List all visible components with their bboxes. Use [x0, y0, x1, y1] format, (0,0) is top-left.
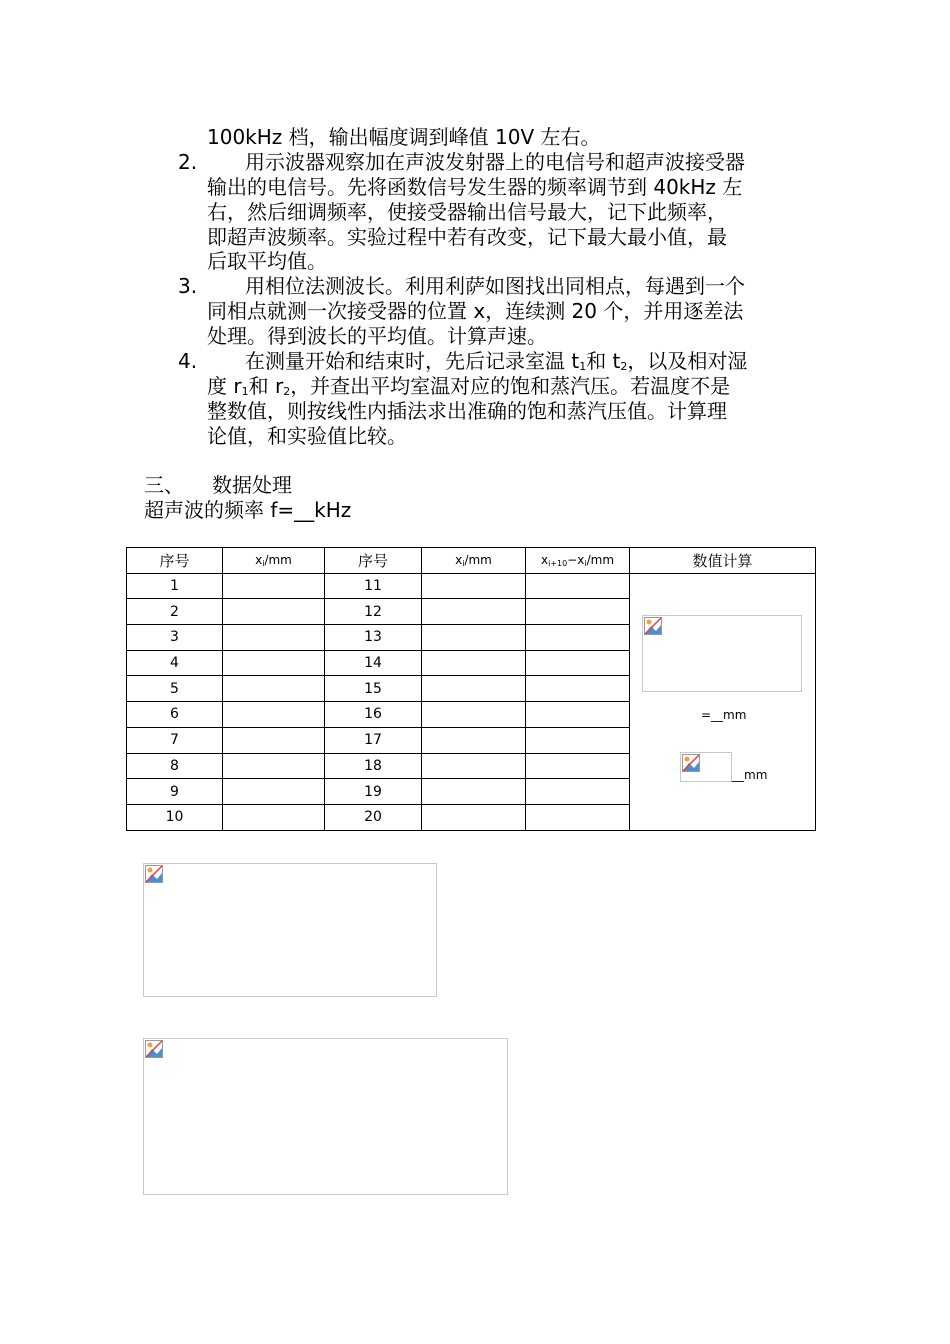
xi-cell[interactable]	[422, 599, 526, 625]
diff-cell[interactable]	[526, 676, 630, 702]
diff-cell[interactable]	[526, 650, 630, 676]
xi-cell[interactable]	[223, 573, 325, 599]
xi-cell[interactable]	[422, 650, 526, 676]
header-difference: xi+10−xi/mm	[526, 548, 630, 574]
table-row	[127, 573, 816, 599]
seq-cell: 13	[325, 625, 422, 651]
diff-cell[interactable]	[526, 779, 630, 805]
xi-cell[interactable]	[422, 573, 526, 599]
step-3-line-2: 同相点就测一次接受器的位置 x，连续测 20 个，并用逐差法	[207, 299, 744, 323]
table-header-row	[127, 548, 816, 574]
diff-cell[interactable]	[526, 753, 630, 779]
step-4-line-2: 度 r1和 r2，并查出平均室温对应的饱和蒸汽压。若温度不是	[207, 374, 731, 398]
xi-cell[interactable]	[422, 779, 526, 805]
header-seq-1: 序号	[127, 548, 223, 574]
header-xi-2: xi/mm	[422, 548, 526, 574]
step-4-line-1: 在测量开始和结束时，先后记录室温 t1和 t2，以及相对湿	[245, 349, 748, 373]
step-4-line-3: 整数值，则按线性内插法求出准确的饱和蒸汽压值。计算理	[207, 399, 727, 423]
step-3-line-3: 处理。得到波长的平均值。计算声速。	[207, 324, 547, 348]
diff-cell[interactable]	[526, 625, 630, 651]
formula-image-1	[642, 615, 802, 692]
xi-cell[interactable]	[223, 599, 325, 625]
seq-cell: 4	[127, 650, 223, 676]
broken-image-icon	[145, 865, 163, 883]
seq-cell: 12	[325, 599, 422, 625]
xi-cell[interactable]	[223, 779, 325, 805]
xi-cell[interactable]	[223, 650, 325, 676]
step-2-line-2: 输出的电信号。先将函数信号发生器的频率调节到 40kHz 左	[207, 175, 743, 199]
xi-cell[interactable]	[223, 625, 325, 651]
step-2-line-4: 即超声波频率。实验过程中若有改变，记下最大最小值，最	[207, 225, 727, 249]
broken-image-icon	[644, 617, 662, 635]
seq-cell: 20	[325, 804, 422, 830]
xi-cell[interactable]	[223, 702, 325, 728]
seq-cell: 1	[127, 573, 223, 599]
xi-cell[interactable]	[223, 676, 325, 702]
xi-cell[interactable]	[422, 625, 526, 651]
xi-cell[interactable]	[422, 727, 526, 753]
xi-cell[interactable]	[223, 753, 325, 779]
xi-cell[interactable]	[223, 727, 325, 753]
diff-cell[interactable]	[526, 727, 630, 753]
seq-cell: 17	[325, 727, 422, 753]
header-xi-1: xi/mm	[223, 548, 325, 574]
seq-cell: 5	[127, 676, 223, 702]
xi-cell[interactable]	[422, 753, 526, 779]
step-2-number: 2.	[178, 150, 198, 174]
xi-cell[interactable]	[422, 676, 526, 702]
header-calculation: 数值计算	[630, 548, 816, 574]
figure-image-2	[143, 1038, 508, 1195]
seq-cell: 11	[325, 573, 422, 599]
seq-cell: 8	[127, 753, 223, 779]
step-1-line: 100kHz 档，输出幅度调到峰值 10V 左右。	[207, 125, 601, 149]
seq-cell: 19	[325, 779, 422, 805]
formula-image-2	[680, 752, 732, 782]
seq-cell: 6	[127, 702, 223, 728]
step-2-line-5: 后取平均值。	[207, 249, 327, 273]
step-2-line-1: 用示波器观察加在声波发射器上的电信号和超声波接受器	[245, 150, 745, 174]
seq-cell: 3	[127, 625, 223, 651]
step-4-number: 4.	[178, 349, 198, 373]
section-number: 三、	[144, 473, 184, 497]
calc-equation-1: =__mm	[701, 707, 747, 722]
header-seq-2: 序号	[325, 548, 422, 574]
seq-cell: 16	[325, 702, 422, 728]
measurement-table	[126, 547, 816, 831]
diff-cell[interactable]	[526, 702, 630, 728]
xi-cell[interactable]	[223, 804, 325, 830]
calc-equation-2: __mm	[732, 767, 768, 782]
calculation-cell	[630, 573, 816, 830]
seq-cell: 14	[325, 650, 422, 676]
broken-image-icon	[682, 754, 700, 772]
figure-image-1	[143, 863, 437, 997]
diff-cell[interactable]	[526, 573, 630, 599]
diff-cell[interactable]	[526, 599, 630, 625]
step-2-line-3: 右，然后细调频率，使接受器输出信号最大，记下此频率，	[207, 200, 727, 224]
step-3-number: 3.	[178, 274, 198, 298]
seq-cell: 7	[127, 727, 223, 753]
seq-cell: 2	[127, 599, 223, 625]
seq-cell: 15	[325, 676, 422, 702]
step-4-line-4: 论值，和实验值比较。	[207, 424, 407, 448]
xi-cell[interactable]	[422, 702, 526, 728]
diff-cell[interactable]	[526, 804, 630, 830]
seq-cell: 10	[127, 804, 223, 830]
section-title: 数据处理	[212, 473, 292, 497]
xi-cell[interactable]	[422, 804, 526, 830]
step-3-line-1: 用相位法测波长。利用利萨如图找出同相点，每遇到一个	[245, 274, 745, 298]
frequency-line: 超声波的频率 f=__kHz	[144, 498, 352, 522]
seq-cell: 9	[127, 779, 223, 805]
broken-image-icon	[145, 1040, 163, 1058]
seq-cell: 18	[325, 753, 422, 779]
